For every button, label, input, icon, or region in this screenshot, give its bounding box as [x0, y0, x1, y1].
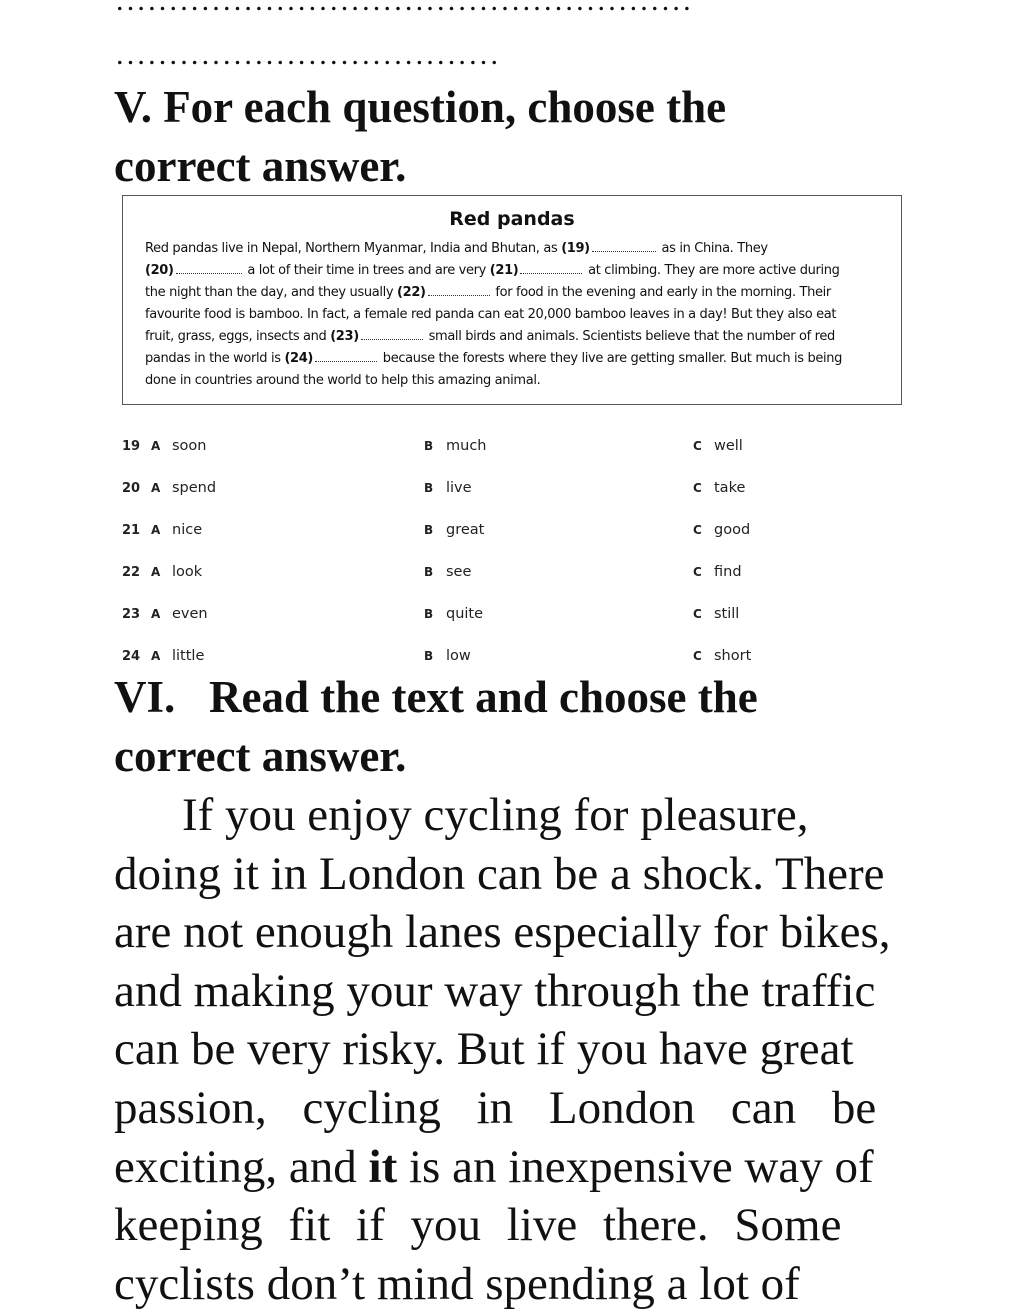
- option-a[interactable]: little: [172, 648, 205, 664]
- question-row: [0, 605, 1024, 629]
- gap-number: (20): [145, 263, 174, 278]
- option-letter-c: C: [693, 565, 702, 579]
- question-row: [0, 437, 1024, 461]
- gap-blank: [315, 351, 377, 362]
- option-letter-b: B: [424, 481, 434, 495]
- answer-dots-line: ......................................................: [116, 0, 694, 17]
- option-letter-b: B: [424, 607, 434, 621]
- option-c[interactable]: short: [714, 648, 752, 664]
- option-a[interactable]: even: [172, 606, 208, 622]
- cycling-reading-text: [114, 786, 910, 1313]
- passage-line: the night than the day, and they usually (22) for food in the evening and early in the morning. Their: [145, 285, 831, 300]
- passage-title: Red pandas: [449, 208, 575, 230]
- option-c[interactable]: still: [714, 606, 740, 622]
- option-letter-a: A: [151, 649, 161, 663]
- highlighted-word-it: it: [368, 1140, 398, 1193]
- passage-line: done in countries around the world to help this amazing animal.: [145, 373, 541, 388]
- option-letter-c: C: [693, 649, 702, 663]
- option-c[interactable]: take: [714, 480, 746, 496]
- text-line: keeping fit if you live there. Some: [114, 1199, 842, 1252]
- option-a[interactable]: spend: [172, 480, 217, 496]
- question-number: 19: [122, 439, 141, 454]
- option-letter-b: B: [424, 649, 434, 663]
- text-line: cyclists don’t mind spending a lot of: [114, 1257, 800, 1310]
- question-number: 24: [122, 649, 141, 664]
- option-letter-a: A: [151, 607, 161, 621]
- gap-blank: [592, 241, 656, 252]
- option-b[interactable]: see: [446, 564, 472, 580]
- red-pandas-passage-box: [122, 195, 902, 405]
- option-c[interactable]: well: [714, 438, 743, 454]
- option-letter-a: A: [151, 523, 161, 537]
- passage-line: Red pandas live in Nepal, Northern Myanmar, India and Bhutan, as (19) as in China. They: [145, 241, 768, 256]
- question-row: [0, 563, 1024, 587]
- gap-number: (23): [330, 329, 359, 344]
- passage-line: fruit, grass, eggs, insects and (23) small birds and animals. Scientists believe that the number of red: [145, 329, 835, 344]
- option-letter-b: B: [424, 439, 434, 453]
- answer-dots-line: ....................................: [116, 38, 502, 71]
- gap-number: (22): [397, 285, 426, 300]
- option-b[interactable]: great: [446, 522, 485, 538]
- option-letter-b: B: [424, 565, 434, 579]
- section-vi-heading-line: VI. Read the text and choose the: [114, 672, 758, 722]
- gap-blank: [520, 263, 582, 274]
- option-b[interactable]: low: [446, 648, 471, 664]
- question-row: [0, 521, 1024, 545]
- option-b[interactable]: live: [446, 480, 472, 496]
- text-line: and making your way through the traffic: [114, 964, 876, 1017]
- option-letter-c: C: [693, 439, 702, 453]
- option-a[interactable]: nice: [172, 522, 203, 538]
- question-number: 20: [122, 481, 141, 496]
- option-b[interactable]: quite: [446, 606, 484, 622]
- option-c[interactable]: find: [714, 564, 742, 580]
- gap-blank: [428, 285, 490, 296]
- gap-blank: [176, 263, 242, 274]
- passage-line: (20) a lot of their time in trees and are very (21) at climbing. They are more active during: [145, 263, 840, 278]
- section-v-heading-line: V. For each question, choose the: [114, 82, 727, 132]
- text-line: If you enjoy cycling for pleasure,: [182, 789, 809, 841]
- text-line: are not enough lanes especially for bikes,: [114, 906, 891, 959]
- gap-number: (24): [284, 351, 314, 366]
- question-number: 23: [122, 607, 141, 622]
- option-letter-c: C: [693, 481, 702, 495]
- option-letter-c: C: [693, 523, 702, 537]
- text-line: can be very risky. But if you have great: [114, 1023, 854, 1076]
- gap-number: (21): [489, 263, 519, 278]
- option-b[interactable]: much: [446, 438, 487, 454]
- text-line: passion, cycling in London can be: [114, 1081, 877, 1134]
- gap-blank: [361, 329, 423, 340]
- gap-number: (19): [561, 241, 590, 256]
- question-number: 21: [122, 523, 141, 538]
- passage-line: pandas in the world is (24) because the forests where they live are getting smaller. But much is being: [145, 351, 843, 366]
- section-vi-heading-line: correct answer.: [114, 731, 407, 781]
- passage-line: favourite food is bamboo. In fact, a female red panda can eat 20,000 bamboo leaves in a day! But they also eat: [145, 307, 837, 322]
- option-letter-a: A: [151, 439, 161, 453]
- text-line: exciting, and it is an inexpensive way of: [114, 1140, 874, 1193]
- option-letter-a: A: [151, 481, 161, 495]
- option-letter-a: A: [151, 565, 161, 579]
- option-letter-c: C: [693, 607, 702, 621]
- question-number: 22: [122, 565, 141, 580]
- option-letter-b: B: [424, 523, 434, 537]
- question-row: [0, 479, 1024, 503]
- section-v-heading-line: correct answer.: [114, 141, 407, 191]
- option-c[interactable]: good: [714, 522, 751, 538]
- option-a[interactable]: look: [172, 564, 203, 580]
- option-a[interactable]: soon: [172, 438, 207, 454]
- text-line: doing it in London can be a shock. There: [114, 847, 885, 900]
